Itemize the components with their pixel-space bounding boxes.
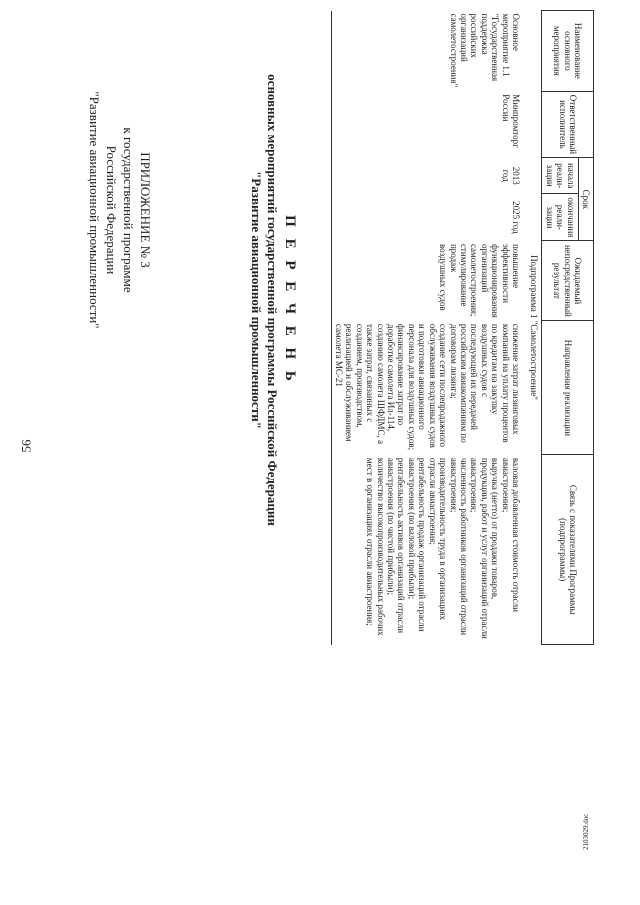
cell-indicators	[331, 455, 527, 645]
header-start: начала реали-зации	[542, 158, 578, 194]
cell-directions	[331, 321, 527, 455]
indicator-item: валовая добавленная стоимость отрасли авиастроения;	[500, 457, 521, 612]
indicator-item: рентабельность продаж организаций отрасли авиастроения (по валовой прибыли);	[406, 457, 428, 632]
appendix-block	[86, 60, 154, 360]
indicator-item: выручка (нетто) от продажи товаров, продукции, работ и услуг организаций отрасли авиастроения;	[469, 457, 501, 639]
indicator-item: производительность труда в организациях отрасли авиастроения;	[427, 457, 449, 621]
indicator-item: численность работников организаций отрасли авиастроения;	[448, 457, 469, 636]
title-line-2: "Развитие авиационной промышленности"	[249, 171, 264, 429]
document-title	[248, 60, 300, 540]
header-result: Ожидаемый непосредственный результат	[542, 241, 594, 321]
title-line-1: основных мероприятий государственной программы Российской Федерации	[265, 74, 280, 526]
subprogram-title: Подпрограмма 1 "Самолетостроение"	[529, 255, 540, 400]
cell-result: повышение эффективности функционирования организаций самолетостроения; стимулирование продаж воздушных судов	[438, 243, 521, 318]
file-id: 2103029.doc	[582, 813, 590, 850]
direction-item: создание сети послепродажного обслуживания воздушных судов и подготовки авиационного персонала для воздушных судов;	[406, 323, 449, 451]
header-executor: Ответственный исполнитель	[542, 91, 594, 157]
measures-table	[331, 10, 594, 645]
cell-end: 2025 год	[510, 201, 521, 234]
title-main: П Е Р Е Ч Е Н Ь	[282, 215, 298, 385]
header-directions: Направления реализации	[542, 321, 594, 455]
header-link: Связь с показателями Программы (подпрограммы)	[542, 455, 594, 645]
cell-name: Основное мероприятие 1.1 "Государственная поддержка российских организаций самолетостроения"	[448, 13, 521, 88]
appendix-program-name: "Развитие авиационной промышленности"	[87, 91, 102, 329]
cell-executor: Минпромторг России	[500, 94, 521, 148]
indicator-item: рентабельность активов организаций отрасли авиастроения (по чистой прибыли);	[386, 457, 407, 634]
direction-item: снижение затрат лизинговых компаний на уплату процентов по кредитам на закупку воздушных судов с последующей их передачей российским авиакомпаниям по договорам лизинга;	[448, 323, 521, 443]
header-end: окончания реали-зации	[542, 194, 578, 241]
table-row	[331, 11, 527, 645]
direction-item: финансирование затрат по доработке самолета Ил-114, созданию самолета ШФДМС, а также затрат, связанных с созданием, производством, реализацией и обслуживанием самолета МС-21	[334, 323, 407, 444]
cell-start: 2013 год	[500, 166, 521, 185]
indicator-item: количество высокопроизводительных рабочих мест в организациях отрасли авиастроения;	[365, 457, 386, 636]
appendix-number: ПРИЛОЖЕНИЕ № 3	[138, 152, 153, 268]
header-term: Срок	[578, 158, 593, 241]
appendix-country: Российской Федерации	[104, 145, 119, 275]
header-name: Наименование основного мероприятия	[542, 11, 594, 92]
appendix-program: к государственной программе	[121, 127, 136, 293]
page-number: 56	[18, 439, 34, 453]
